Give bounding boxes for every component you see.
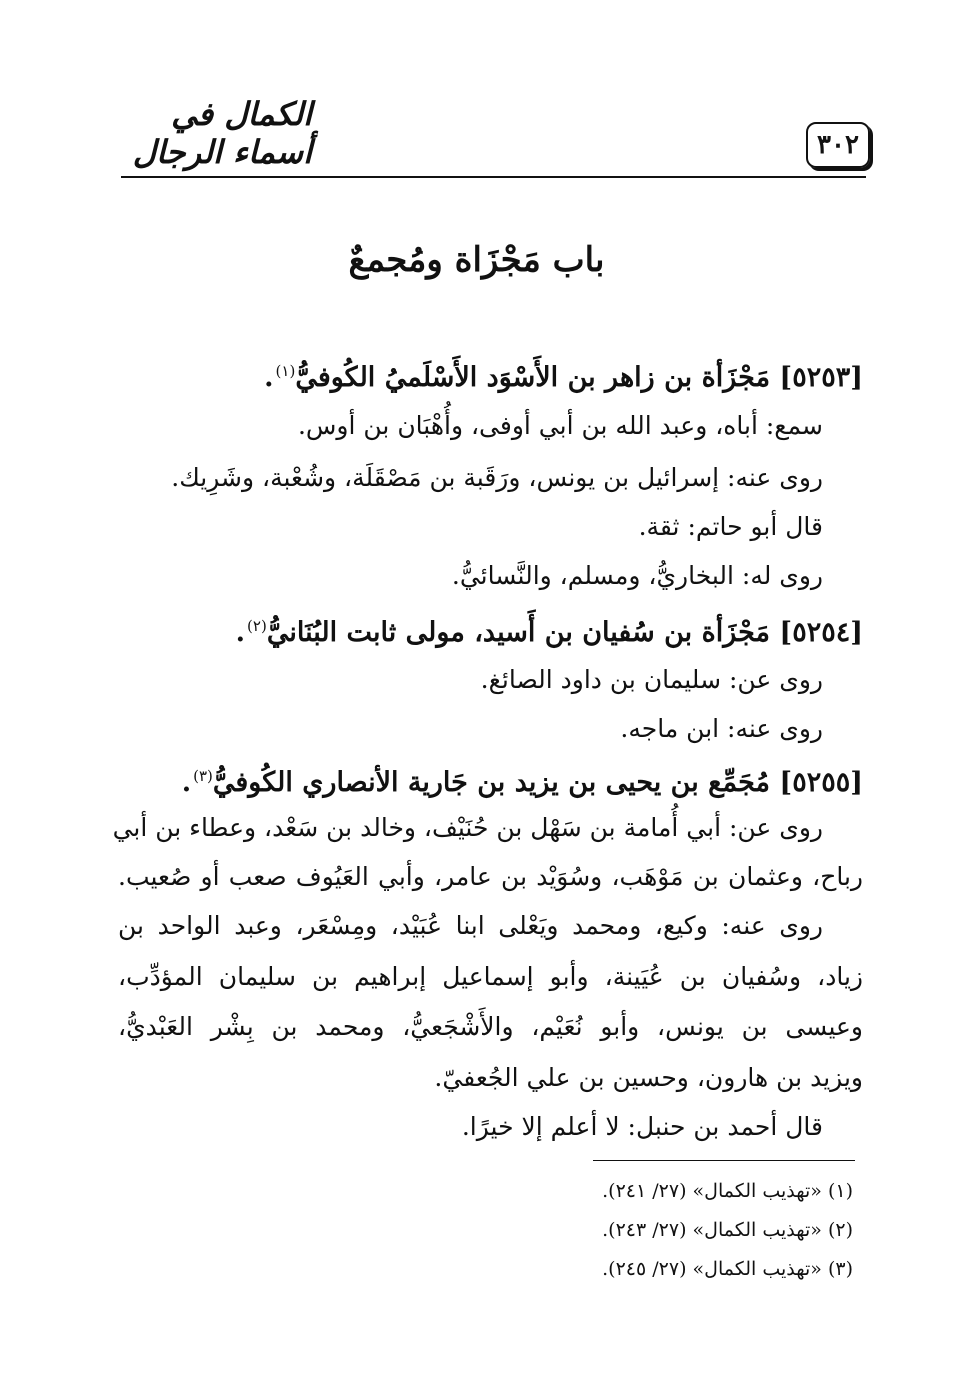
entry-text-line: روى عنه: وكيع، ومحمد ويَعْلى ابنا عُبَيْد، ومِسْعَر، وعبد الواحد بن [118,911,823,940]
footnote: (٣) «تهذيب الكمال» (٢٧/ ٢٤٥). [602,1258,853,1280]
entry-heading-5255: [٥٢٥٥] مُجَمِّع بن يحيى بن يزيد بن جَارية الأنصاري الكُوفيُّ$^{(٣)}$. [181,767,863,798]
footnote: (٢) «تهذيب الكمال» (٢٧/ ٢٤٣). [602,1219,853,1241]
entry-text-line: زياد، وسُفيان بن عُيَينة، وأبو إسماعيل إبراهيم بن سليمان المؤدِّب، [118,962,863,991]
footnote: (١) «تهذيب الكمال» (٢٧/ ٢٤١). [602,1180,853,1202]
entry-text-line: ويزيد بن هارون، وحسين بن علي الجُعفيّ. [434,1063,863,1092]
page-number: ٣٠٢ [806,122,870,168]
footnote-marker: (١) [275,362,296,380]
entry-text-line: قال أبو حاتم: ثقة. [638,512,823,541]
entry-text-line: روى عن: سليمان بن داود الصائغ. [480,665,823,694]
entry-text-line: روى عنه: إسرائيل بن يونس، ورَقَبة بن مَصْقَلَة، وشُعْبة، وشَرِيك. [171,463,823,492]
entry-text-line: قال أحمد بن حنبل: لا أعلم إلا خيرًا. [461,1112,823,1141]
entry-text-line: روى له: البخاريُّ، ومسلم، والنَّسائيُّ. [451,561,823,590]
entry-text-line: وعيسى بن يونس، وأبو نُعَيْم، والأَشْجَعيُّ، ومحمد بن بِشْر العَبْديُّ، [118,1012,863,1041]
footnote-marker: (٣) [193,767,213,785]
entry-heading-text: [٥٢٥٥] مُجَمِّع بن يحيى بن يزيد بن جَارية الأنصاري الكُوفيُّ [212,767,863,798]
footnote-marker: (٢) [247,617,267,635]
entry-heading-5254: [٥٢٥٤] مَجْزَأة بن سُفيان بن أَسيد، مولى ثابت البُنَانيُّ$^{(٢)}$. [235,617,863,648]
entry-text-line: سمع: أباه، وعبد الله بن أبي أوفى، وأُهْبَان بن أوس. [297,411,823,440]
entry-heading-text: [٥٢٥٤] مَجْزَأة بن سُفيان بن أَسيد، مولى ثابت البُنَانيُّ [266,617,863,648]
entry-text-line: روى عنه: ابن ماجه. [620,714,823,743]
running-title: الكمال في أسماء الرجال [132,95,312,171]
entry-text-line: روى عن: أبي أُمامة بن سَهْل بن حُنَيْف، وخالد بن سَعْد، وعطاء بن أبي [112,813,823,842]
entry-heading-text: [٥٢٥٣] مَجْزَأة بن زاهر بن الأَسْوَد الأَسْلَميُ الكُوفيُّ [295,362,863,393]
header-divider [121,176,866,178]
entry-text-line: رباح، وعثمان بن مَوْهَب، وسُوَيْد بن عامر، وأبي العَيُوف صعب أو صُعيب. [118,862,863,891]
chapter-title: باب مَجْزَاة ومُجمعٌ [348,240,605,280]
entry-heading-5253: [٥٢٥٣] مَجْزَأة بن زاهر بن الأَسْوَد الأَسْلَميُ الكُوفيُّ$^{(١)}$. [264,362,863,393]
footnote-divider [593,1160,855,1161]
